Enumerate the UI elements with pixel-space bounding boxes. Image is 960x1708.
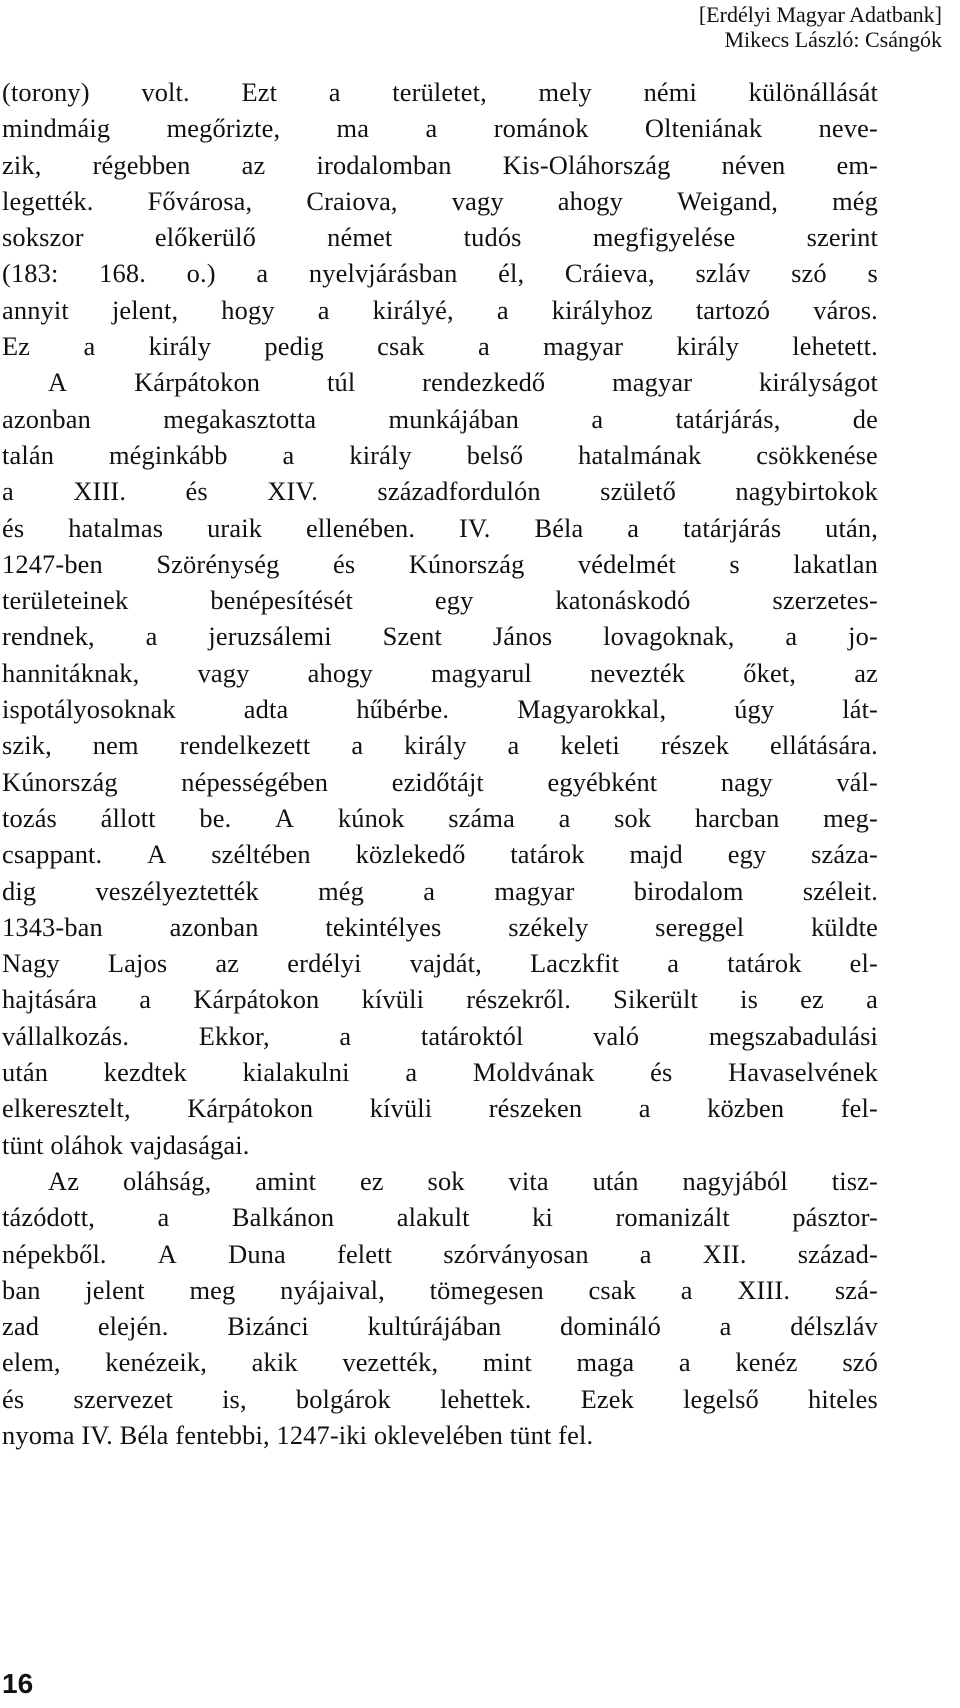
text-line: annyit jelent, hogy a királyé, a királyhoz tartozó város. (2, 294, 878, 325)
text-line: szik, nem rendelkezett a király a keleti részek ellátására. (2, 730, 878, 761)
text-line: ispotályosoknak adta hűbérbe. Magyarokkal, úgy lát- (2, 694, 878, 725)
text-line: Ez a király pedig csak a magyar király lehetett. (2, 331, 878, 362)
text-line: (torony) volt. Ezt a területet, mely némi különállását (2, 77, 878, 107)
text-line: tázódott, a Balkánon alakult ki romanizált pásztor- (2, 1202, 878, 1233)
text-line: után kezdtek kialakulni a Moldvának és Havaselvének (2, 1057, 878, 1088)
text-line: 1343-ban azonban tekintélyes székely sereggel küldte (2, 911, 878, 942)
text-line: Az oláhság, amint ez sok vita után nagyjából tisz- (48, 1165, 878, 1196)
text-line: ban jelent meg nyájaival, tömegesen csak a XIII. szá- (2, 1274, 878, 1305)
text-line: és hatalmas uraik ellenében. IV. Béla a tatárjárás után, (2, 512, 878, 543)
text-line: talán méginkább a király belső hatalmának csökkenése (2, 439, 878, 470)
text-line: azonban megakasztotta munkájában a tatárjárás, de (2, 403, 878, 434)
text-line: zik, régebben az irodalomban Kis-Oláhország néven em- (2, 149, 878, 180)
text-line: csappant. A széltében közlekedő tatárok majd egy száza- (2, 839, 878, 870)
text-line: mindmáig megőrizte, ma a románok Olteniának neve- (2, 113, 878, 144)
running-header (542, 2, 942, 52)
body-text (2, 74, 878, 1453)
text-line: és szervezet is, bolgárok lehettek. Ezek legelső hiteles (2, 1383, 878, 1414)
text-line: nyoma IV. Béla fentebbi, 1247-iki oklevelében tünt fel. (2, 1419, 594, 1450)
text-line: tünt oláhok vajdaságai. (2, 1129, 250, 1160)
text-line: vállalkozás. Ekkor, a tatároktól való megszabadulási (2, 1020, 878, 1051)
paragraph (2, 74, 878, 364)
text-line: tozás állott be. A kúnok száma a sok harcban meg- (2, 802, 878, 833)
paragraph (2, 1163, 878, 1453)
text-line: hajtására a Kárpátokon kívüli részekről. Sikerült is ez a (2, 984, 878, 1015)
page-number: 16 (2, 1668, 34, 1699)
book-title: Mikecs László: Csángók (724, 27, 942, 52)
paragraph (2, 364, 878, 1163)
source-title: [Erdélyi Magyar Adatbank] (698, 2, 942, 27)
text-line: zad elején. Bizánci kultúrájában domináló a délszláv (2, 1311, 878, 1342)
text-line: dig veszélyeztették még a magyar birodalom széleit. (2, 875, 878, 906)
text-line: Nagy Lajos az erdélyi vajdát, Laczkfit a tatárok el- (2, 948, 878, 979)
text-line: elem, kenézeik, akik vezették, mint maga a kenéz szó (2, 1347, 878, 1378)
text-line: (183: 168. o.) a nyelvjárásban él, Cráieva, szláv szó s (2, 258, 878, 289)
text-line: legették. Fővárosa, Craiova, vagy ahogy Weigand, még (2, 185, 878, 216)
text-line: Kúnország népességében ezidőtájt egyébként nagy vál- (2, 766, 878, 797)
text-line: népekből. A Duna felett szórványosan a XII. század- (2, 1238, 878, 1269)
text-line: elkeresztelt, Kárpátokon kívüli részeken a közben fel- (2, 1093, 878, 1124)
text-line: 1247-ben Szörénység és Kúnország védelmét s lakatlan (2, 548, 878, 579)
text-line: A Kárpátokon túl rendezkedő magyar királyságot (48, 367, 878, 398)
text-line: a XIII. és XIV. századfordulón születő nagybirtokok (2, 476, 878, 507)
text-line: hannitáknak, vagy ahogy magyarul nevezték őket, az (2, 657, 878, 688)
text-line: területeinek benépesítését egy katonáskodó szerzetes- (2, 585, 878, 616)
text-line: rendnek, a jeruzsálemi Szent János lovagoknak, a jo- (2, 621, 878, 652)
text-line: sokszor előkerülő német tudós megfigyelése szerint (2, 222, 878, 253)
